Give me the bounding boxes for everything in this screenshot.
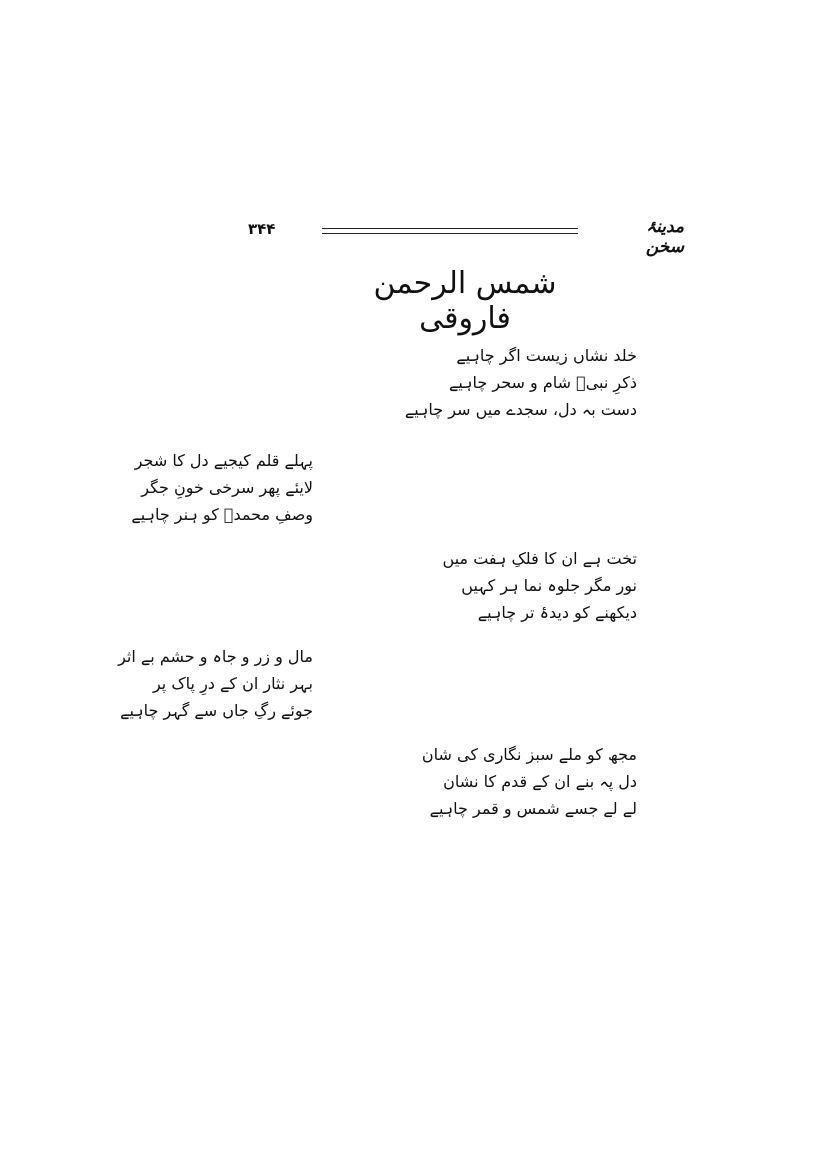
verse-line: وصفِ محمدؐ کو ہنر چاہیے — [131, 505, 313, 524]
verse-line: دیکھنے کو دیدۂ تر چاہیے — [477, 603, 637, 622]
verse-line: پہلے قلم کیجیے دل کا شجر — [134, 451, 313, 470]
verse-line: دل پہ بنے ان کے قدم کا نشان — [443, 772, 637, 791]
verse-line: تخت ہے ان کا فلکِ ہفت میں — [442, 549, 637, 568]
stanza-1 — [404, 342, 637, 423]
verse-line: خلد نشاں زیست اگر چاہیے — [456, 346, 637, 365]
verse-line: بہر نثار ان کے درِ پاک پر — [152, 674, 313, 693]
verse-line: لے لے جسے شمس و قمر چاہیے — [429, 799, 637, 818]
verse-line: ذکرِ نبیؐ شام و سحر چاہیے — [448, 373, 637, 392]
verse-line: لایئے پھر سرخی خونِ جگر — [141, 478, 313, 497]
verse-line: مال و زر و جاہ و حشم بے اثر — [118, 647, 313, 666]
verse-line: دست بہ دل، سجدے میں سر چاہیے — [404, 400, 637, 419]
stanza-4 — [118, 643, 313, 724]
verse-line: مجھ کو ملے سبز نگاری کی شان — [421, 745, 637, 764]
header-rule-top — [322, 228, 578, 229]
poet-name-heading: شمس الرحمن فاروقی — [373, 266, 557, 336]
stanza-5 — [421, 741, 637, 822]
stanza-2 — [133, 447, 313, 528]
verse-line: نور مگر جلوہ نما ہر کہیں — [461, 576, 637, 595]
verse-line: جوئے رگِ جاں سے گہر چاہیے — [120, 701, 313, 720]
page-number: ۳۴۴ — [248, 220, 276, 238]
book-title: مدینۂ سخن — [645, 217, 684, 257]
header-rule-bottom — [322, 233, 578, 234]
stanza-3 — [442, 545, 637, 626]
